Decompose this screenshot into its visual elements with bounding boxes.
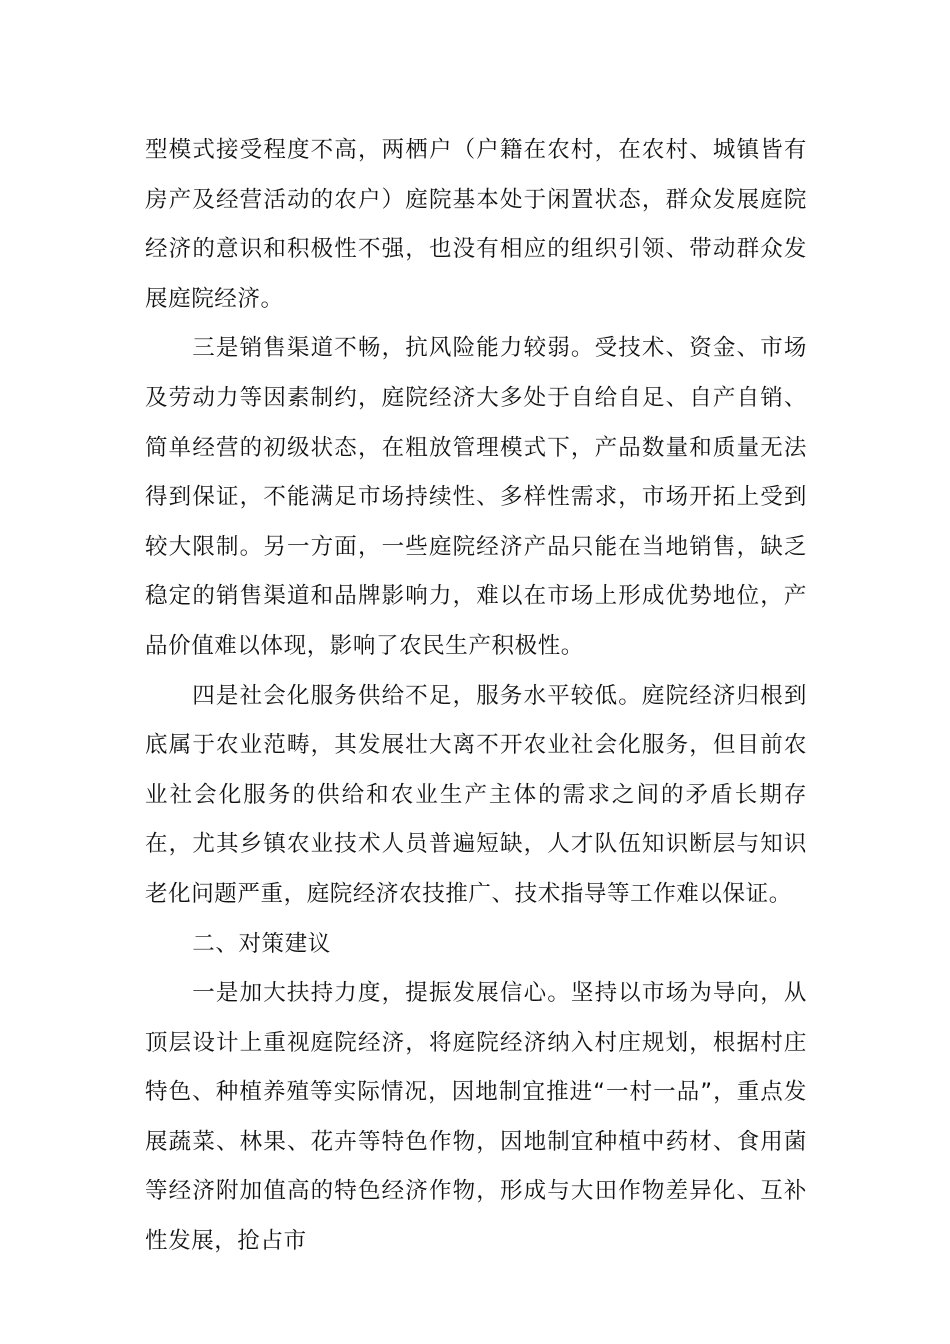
section-heading: 二、对策建议	[192, 930, 331, 957]
paragraph-social-services: 四是社会化服务供给不足，服务水平较低。庭院经济归根到底属于农业范畴，其发展壮大离不开农业社会化服务，但目前农业社会化服务的供给和农业生产主体的需求之间的矛盾长期存在，尤其乡镇农业技术人员普遍短缺，人才队伍知识断层与知识老化问题严重，庭院经济农技推广、技术指导等工作难以保证。	[145, 682, 807, 907]
body-text	[145, 126, 807, 1267]
paragraph-continuation: 型模式接受程度不高，两栖户（户籍在农村，在农村、城镇皆有房产及经营活动的农户）庭院基本处于闲置状态，群众发展庭院经济的意识和积极性不强，也没有相应的组织引领、带动群众发展庭院经济。	[145, 137, 807, 312]
paragraph-support-policy: 一是加大扶持力度，提振发展信心。坚持以市场为导向，从顶层设计上重视庭院经济，将庭院经济纳入村庄规划，根据村庄特色、种植养殖等实际情况，因地制宜推进“一村一品”，重点发展蔬菜、林果、花卉等特色作物，因地制宜种植中药材、食用菌等经济附加值高的特色经济作物，形成与大田作物差异化、互补性发展，抢占市	[145, 980, 807, 1255]
paragraph-sales-channels: 三是销售渠道不畅，抗风险能力较弱。受技术、资金、市场及劳动力等因素制约，庭院经济大多处于自给自足、自产自销、简单经营的初级状态，在粗放管理模式下，产品数量和质量无法得到保证，不能满足市场持续性、多样性需求，市场开拓上受到较大限制。另一方面，一些庭院经济产品只能在当地销售，缺乏稳定的销售渠道和品牌影响力，难以在市场上形成优势地位，产品价值难以体现，影响了农民生产积极性。	[145, 335, 807, 659]
